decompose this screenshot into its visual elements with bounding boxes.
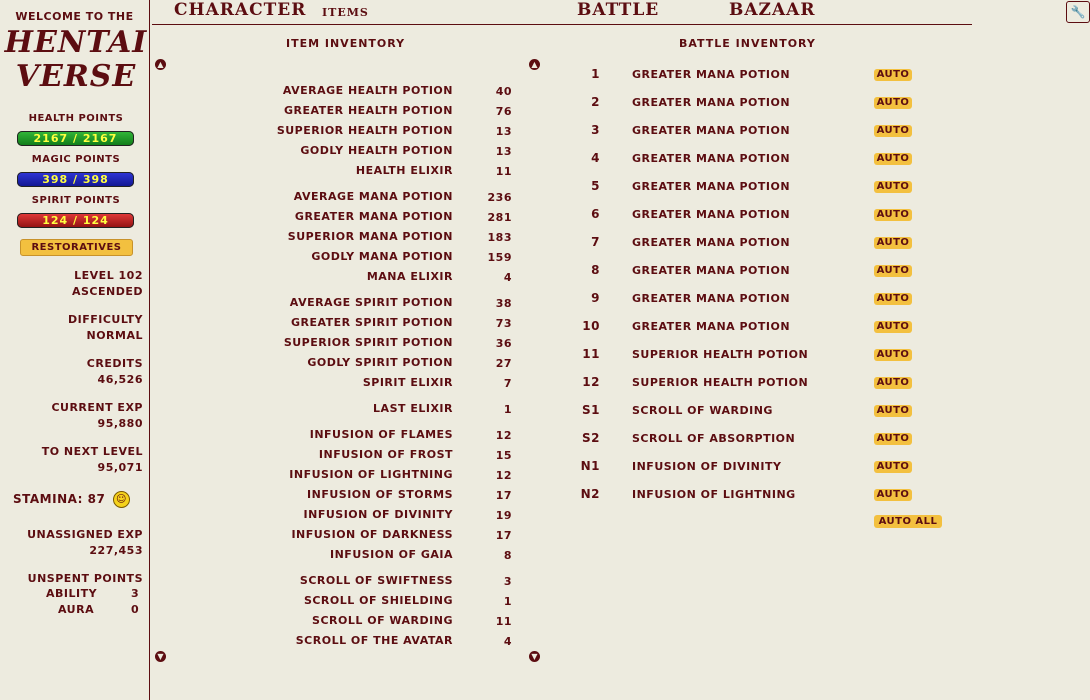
item-name[interactable]: INFUSION OF DARKNESS	[291, 528, 453, 541]
difficulty-value: NORMAL	[86, 329, 143, 342]
magic-bar: 398 / 398	[17, 172, 134, 187]
stamina-text: STAMINA: 87	[13, 492, 106, 506]
item-count: 40	[495, 85, 512, 98]
battle-slot-number: 12	[582, 375, 600, 389]
level-text: LEVEL 102	[74, 269, 143, 282]
battle-slot-item[interactable]: GREATER MANA POTION	[632, 96, 791, 109]
item-name[interactable]: GREATER SPIRIT POTION	[290, 316, 453, 329]
item-count: 159	[487, 251, 512, 264]
battle-slot-number: 1	[591, 67, 600, 81]
item-name[interactable]: SUPERIOR HEALTH POTION	[276, 124, 453, 137]
auto-button[interactable]: AUTO	[874, 489, 912, 501]
battle-slot-item[interactable]: GREATER MANA POTION	[632, 236, 791, 249]
auto-button[interactable]: AUTO	[874, 321, 912, 333]
current-exp-info	[3, 400, 143, 432]
auto-button[interactable]: AUTO	[874, 349, 912, 361]
health-bar: 2167 / 2167	[17, 131, 134, 146]
logo-line-1: HENTAI	[4, 25, 148, 60]
difficulty-label: DIFFICULTY	[67, 313, 143, 326]
item-name[interactable]: SCROLL OF SHIELDING	[303, 594, 453, 607]
item-name[interactable]: AVERAGE HEALTH POTION	[282, 84, 453, 97]
item-count: 281	[487, 211, 512, 224]
battle-slot-item[interactable]: GREATER MANA POTION	[632, 208, 791, 221]
battle-slot-number: 7	[591, 235, 600, 249]
item-count: 11	[495, 615, 512, 628]
item-count: 4	[503, 635, 512, 648]
battle-slot-number: 5	[591, 179, 600, 193]
health-label: HEALTH POINTS	[28, 113, 124, 124]
battle-scroll-up-icon[interactable]: ▲	[529, 59, 540, 70]
auto-button[interactable]: AUTO	[874, 125, 912, 137]
battle-slot-number: 6	[591, 207, 600, 221]
item-name[interactable]: GREATER MANA POTION	[294, 210, 453, 223]
auto-button[interactable]: AUTO	[874, 97, 912, 109]
item-name[interactable]: AVERAGE SPIRIT POTION	[289, 296, 453, 309]
item-name[interactable]: INFUSION OF STORMS	[307, 488, 453, 501]
battle-slot-number: 4	[591, 151, 600, 165]
item-count: 12	[495, 429, 512, 442]
item-name[interactable]: SUPERIOR MANA POTION	[287, 230, 453, 243]
spirit-bar: 124 / 124	[17, 213, 134, 228]
aura-value: 0	[131, 603, 140, 616]
item-inventory-title: ITEM INVENTORY	[286, 37, 406, 50]
nav-battle[interactable]: BATTLE	[577, 0, 660, 20]
top-navigation	[152, 0, 1086, 25]
item-name[interactable]: HEALTH ELIXIR	[355, 164, 453, 177]
stamina-display	[13, 491, 130, 508]
item-count: 13	[495, 145, 512, 158]
item-name[interactable]: SUPERIOR SPIRIT POTION	[283, 336, 453, 349]
auto-button[interactable]: AUTO	[874, 433, 912, 445]
item-name[interactable]: SCROLL OF THE AVATAR	[295, 634, 453, 647]
item-name[interactable]: INFUSION OF LIGHTNING	[289, 468, 453, 481]
item-name[interactable]: INFUSION OF GAIA	[330, 548, 453, 561]
nav-items[interactable]: ITEMS	[322, 6, 369, 19]
auto-button[interactable]: AUTO	[874, 405, 912, 417]
item-count: 3	[503, 575, 512, 588]
aura-label: AURA	[58, 603, 95, 616]
item-name[interactable]: GODLY MANA POTION	[311, 250, 453, 263]
item-count: 236	[487, 191, 512, 204]
game-logo[interactable]	[0, 26, 152, 94]
item-scroll-down-icon[interactable]: ▼	[155, 651, 166, 662]
item-count: 7	[503, 377, 512, 390]
battle-slot-number: 8	[591, 263, 600, 277]
item-count: 4	[503, 271, 512, 284]
battle-slot-item[interactable]: SUPERIOR HEALTH POTION	[632, 376, 809, 389]
item-count: 38	[495, 297, 512, 310]
auto-button[interactable]: AUTO	[874, 181, 912, 193]
item-name[interactable]: INFUSION OF FLAMES	[309, 428, 453, 441]
unspent-points-label: UNSPENT POINTS	[27, 572, 143, 585]
ability-label: ABILITY	[46, 587, 98, 600]
auto-button[interactable]: AUTO	[874, 153, 912, 165]
battle-slot-number: 9	[591, 291, 600, 305]
battle-slot-item[interactable]: SCROLL OF ABSORPTION	[632, 432, 796, 445]
item-scroll-up-icon[interactable]: ▲	[155, 59, 166, 70]
battle-slot-item[interactable]: SUPERIOR HEALTH POTION	[632, 348, 809, 361]
item-count: 27	[495, 357, 512, 370]
battle-slot-number: 3	[591, 123, 600, 137]
item-count: 8	[503, 549, 512, 562]
item-name[interactable]: GODLY SPIRIT POTION	[307, 356, 453, 369]
next-level-label: TO NEXT LEVEL	[41, 445, 143, 458]
item-count: 76	[495, 105, 512, 118]
item-count: 36	[495, 337, 512, 350]
battle-slot-number: 11	[582, 347, 600, 361]
battle-slot-number: 10	[582, 319, 600, 333]
battle-slot-item[interactable]: GREATER MANA POTION	[632, 152, 791, 165]
auto-button[interactable]: AUTO	[874, 209, 912, 221]
ability-value: 3	[131, 587, 140, 600]
item-name[interactable]: GREATER HEALTH POTION	[283, 104, 453, 117]
battle-scroll-down-icon[interactable]: ▼	[529, 651, 540, 662]
nav-bazaar[interactable]: BAZAAR	[729, 0, 816, 20]
stats-sidebar	[0, 0, 150, 700]
battle-slot-item[interactable]: GREATER MANA POTION	[632, 68, 791, 81]
settings-wrench-icon[interactable]: 🔧	[1066, 1, 1090, 23]
unassigned-exp-info	[3, 527, 143, 559]
item-name[interactable]: SCROLL OF SWIFTNESS	[299, 574, 453, 587]
next-level-value: 95,071	[97, 461, 143, 474]
level-info	[3, 268, 143, 300]
battle-slot-number: S1	[582, 403, 600, 417]
battle-slot-item[interactable]: INFUSION OF LIGHTNING	[632, 488, 796, 501]
credits-info	[3, 356, 143, 388]
item-count: 183	[487, 231, 512, 244]
battle-slot-item[interactable]: GREATER MANA POTION	[632, 124, 791, 137]
current-exp-label: CURRENT EXP	[51, 401, 143, 414]
battle-inventory-title: BATTLE INVENTORY	[679, 37, 816, 50]
difficulty-info	[3, 312, 143, 344]
credits-value: 46,526	[97, 373, 143, 386]
battle-slot-number: S2	[582, 431, 600, 445]
auto-button[interactable]: AUTO	[874, 377, 912, 389]
nav-character[interactable]: CHARACTER	[174, 0, 307, 20]
unassigned-exp-value: 227,453	[89, 544, 143, 557]
credits-label: CREDITS	[86, 357, 143, 370]
item-name[interactable]: MANA ELIXIR	[366, 270, 453, 283]
current-exp-value: 95,880	[97, 417, 143, 430]
auto-button[interactable]: AUTO	[874, 293, 912, 305]
restoratives-button[interactable]: RESTORATIVES	[20, 239, 133, 256]
item-count: 15	[495, 449, 512, 462]
item-name[interactable]: LAST ELIXIR	[373, 402, 453, 415]
battle-slot-item[interactable]: GREATER MANA POTION	[632, 320, 791, 333]
item-count: 13	[495, 125, 512, 138]
item-count: 17	[495, 529, 512, 542]
auto-button[interactable]: AUTO	[874, 461, 912, 473]
rank-text: ASCENDED	[71, 285, 143, 298]
magic-label: MAGIC POINTS	[31, 154, 121, 165]
unassigned-exp-label: UNASSIGNED EXP	[27, 528, 143, 541]
auto-button[interactable]: AUTO	[874, 265, 912, 277]
battle-slot-number: N1	[580, 459, 600, 473]
item-count: 19	[495, 509, 512, 522]
next-level-info	[3, 444, 143, 476]
stamina-smiley-icon: ☺	[113, 491, 130, 508]
item-name[interactable]: INFUSION OF DIVINITY	[303, 508, 453, 521]
auto-button[interactable]: AUTO	[874, 237, 912, 249]
item-name[interactable]: SCROLL OF WARDING	[312, 614, 453, 627]
item-count: 1	[503, 403, 512, 416]
item-name[interactable]: SPIRIT ELIXIR	[362, 376, 453, 389]
battle-slot-item[interactable]: INFUSION OF DIVINITY	[632, 460, 782, 473]
welcome-text: WELCOME TO THE	[15, 10, 134, 23]
battle-slot-number: N2	[580, 487, 600, 501]
item-count: 12	[495, 469, 512, 482]
item-count: 17	[495, 489, 512, 502]
battle-slot-item[interactable]: GREATER MANA POTION	[632, 264, 791, 277]
item-name[interactable]: GODLY HEALTH POTION	[300, 144, 453, 157]
item-count: 73	[495, 317, 512, 330]
item-name[interactable]: AVERAGE MANA POTION	[293, 190, 453, 203]
spirit-label: SPIRIT POINTS	[31, 195, 121, 206]
item-name[interactable]: INFUSION OF FROST	[318, 448, 453, 461]
battle-slot-item[interactable]: SCROLL OF WARDING	[632, 404, 773, 417]
battle-slot-item[interactable]: GREATER MANA POTION	[632, 180, 791, 193]
auto-all-button[interactable]: AUTO ALL	[874, 515, 942, 528]
logo-line-2: VERSE	[15, 59, 137, 94]
battle-slot-item[interactable]: GREATER MANA POTION	[632, 292, 791, 305]
item-count: 1	[503, 595, 512, 608]
item-count: 11	[495, 165, 512, 178]
auto-button[interactable]: AUTO	[874, 69, 912, 81]
battle-slot-number: 2	[591, 95, 600, 109]
